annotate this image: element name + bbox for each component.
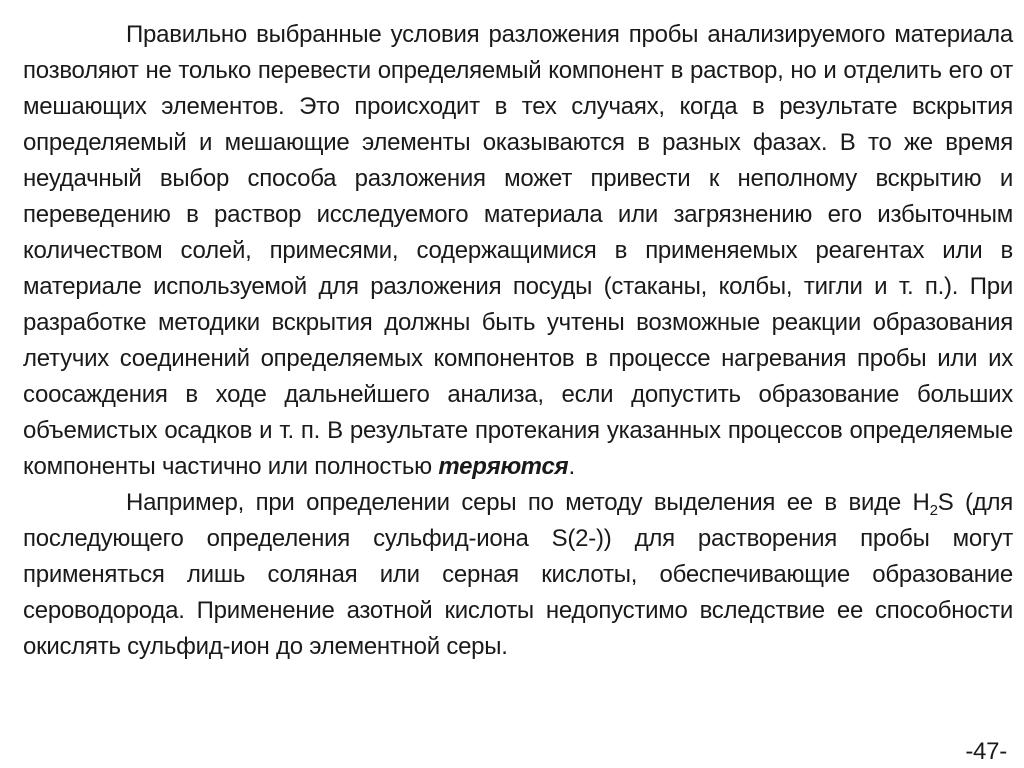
paragraph-decomposition-conditions [23, 17, 1013, 485]
formula-s: S [937, 489, 954, 516]
paragraph-sulfur-example [23, 485, 1013, 665]
chemical-formula-h2s [912, 489, 954, 519]
paragraph-1-text: Правильно выбранные условия разложения пробы анализируемого материала позволяют не только перевести определяемый компонент в раствор, но и отделить его от мешающих элементов. Это происходит в тех случаях, когда в результате вскрытия определяемый и мешающие элементы оказываются в разных фазах. В то же время неудачный выбор способа разложения может привести к неполному вскрытию и переведению в раствор исследуемого материала или загрязнению его избыточным количеством солей, примесями, содержащимися в применяемых реагентах или в материале используемой для разложения посуды (стаканы, колбы, тигли и т. п.). При разработке методики вскрытия должны быть учтены возможные реакции образования летучих соединений определяемых компонентов в процессе нагревания пробы или их соосаждения в ходе дальнейшего анализа, если допустить образование больших объемистых осадков и т. п. В результате протекания указанных процессов определяемые компоненты частично или полностью [23, 21, 1013, 480]
paragraph-2-text-end: (для последующего определения сульфид-иона S(2-)) для растворения пробы могут применяться лишь соляная или серная кислоты, обеспечивающие образование сероводорода. Применение азотной кислоты недопустимо вследствие ее способности окислять сульфид-ион до элементной серы. [23, 489, 1013, 660]
formula-h: H [912, 489, 930, 516]
page-number: -47- [965, 738, 1007, 765]
document-page [23, 17, 1013, 768]
paragraph-1-end: . [568, 453, 575, 480]
paragraph-2-text-start: Например, при определении серы по методу выделения ее в виде [126, 489, 913, 516]
formula-subscript: 2 [929, 502, 938, 519]
emphasized-word: теряются [438, 453, 569, 480]
